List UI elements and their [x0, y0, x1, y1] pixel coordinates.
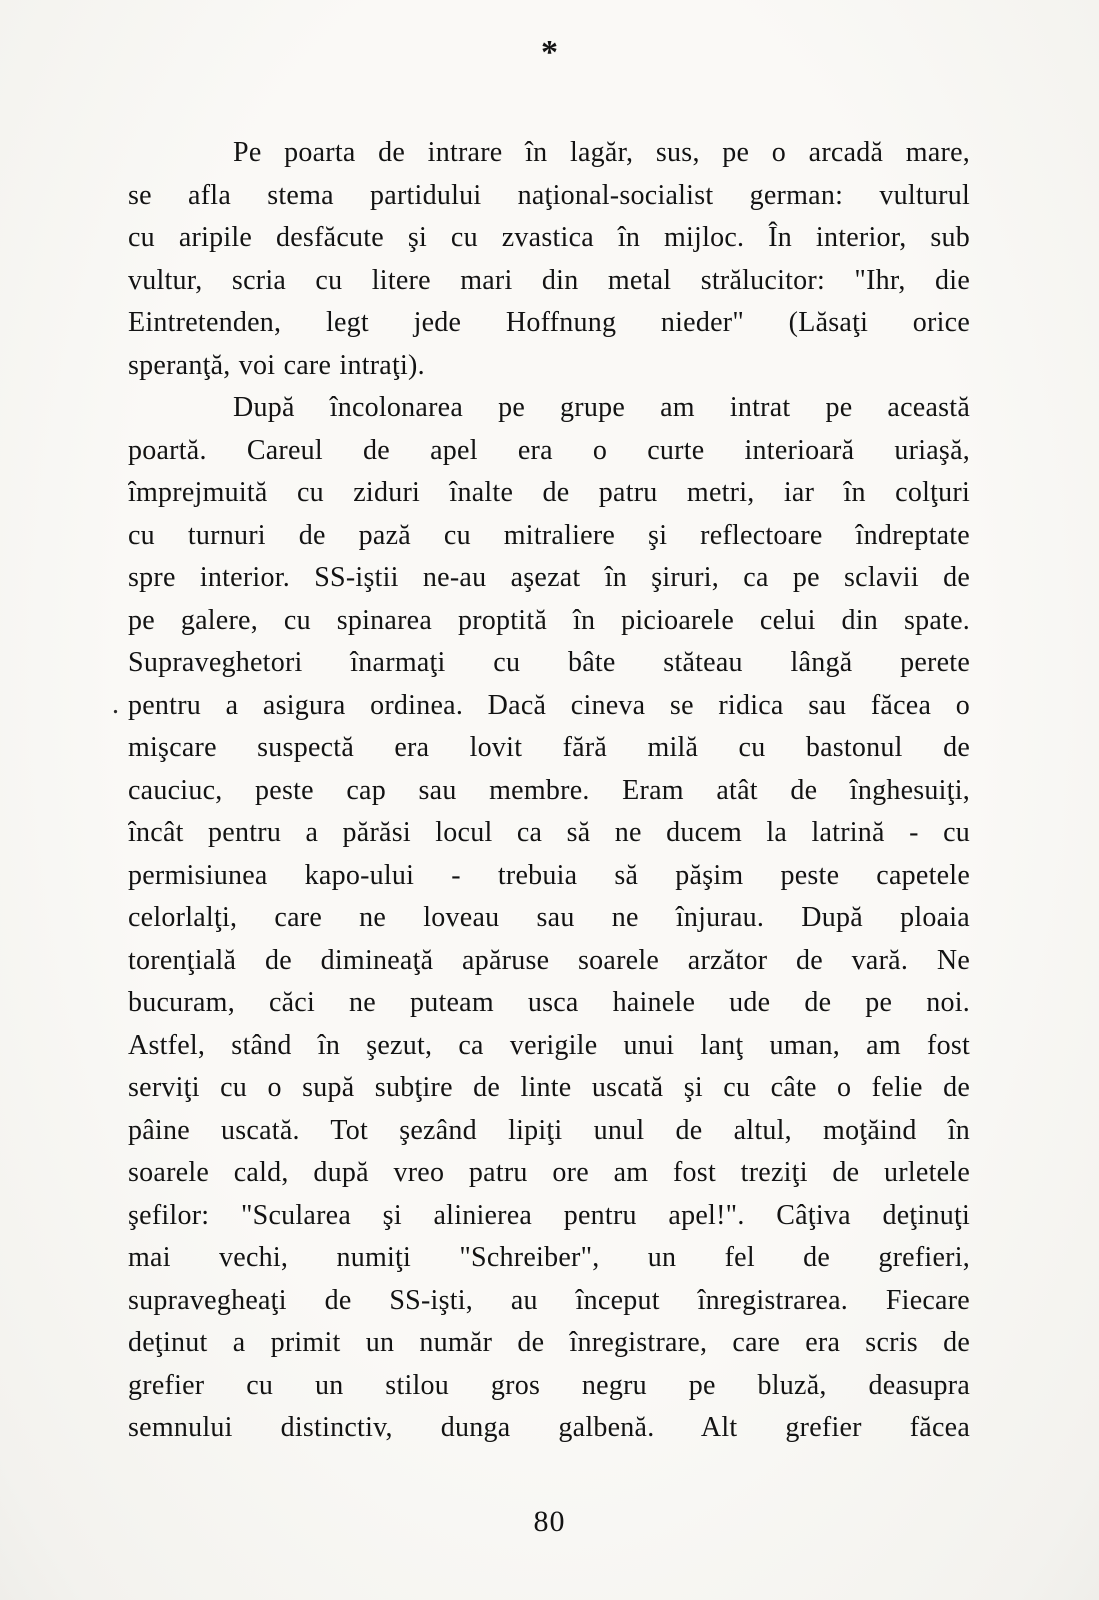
text-line: deţinut a primit un număr de înregistrare, care era scris de	[128, 1327, 970, 1358]
text-line: Astfel, stând în şezut, ca verigile unui lanţ uman, am fost	[128, 1029, 970, 1061]
text-line: mai vechi, numiţi "Schreiber", un fel de grefieri,	[128, 1242, 970, 1273]
text-line: semnului distinctiv, dunga galbenă. Alt grefier făcea	[128, 1412, 970, 1443]
text-line: pentru a asigura ordinea. Dacă cineva se ridica sau făcea o	[128, 689, 970, 721]
scan-artifact-dot: .	[112, 689, 119, 720]
text-line: serviţi cu o supă subţire de linte uscată şi cu câte o felie de	[128, 1072, 970, 1103]
text-line: soarele cald, după vreo patru ore am fost treziţi de urletele	[128, 1157, 970, 1188]
text-line: bucuram, căci ne puteam usca hainele ude de pe noi.	[128, 987, 970, 1018]
section-break-asterisk: *	[541, 34, 558, 71]
text-line: grefier cu un stilou gros negru pe bluză, deasupra	[128, 1369, 970, 1401]
text-line: cauciuc, peste cap sau membre. Eram atât de înghesuiţi,	[128, 774, 970, 806]
text-line: încât pentru a părăsi locul ca să ne ducem la latrină - cu	[128, 817, 970, 848]
text-line: După încolonarea pe grupe am intrat pe această	[233, 392, 970, 423]
text-line: pâine uscată. Tot şezând lipiţi unul de altul, moţăind în	[128, 1114, 970, 1146]
text-line: speranţă, voi care intraţi).	[128, 349, 425, 381]
text-line: celorlalţi, care ne loveau sau ne înjurau. După ploaia	[128, 902, 970, 933]
text-line: Eintretenden, legt jede Hoffnung nieder" (Lăsaţi orice	[128, 307, 970, 338]
text-line: cu aripile desfăcute şi cu zvastica în mijloc. În interior, sub	[128, 222, 970, 253]
text-line: vultur, scria cu litere mari din metal strălucitor: "Ihr, die	[128, 264, 970, 296]
text-block	[128, 132, 970, 1450]
page-number: 80	[533, 1505, 566, 1538]
text-line: cu turnuri de pază cu mitraliere şi reflectoare îndreptate	[128, 519, 970, 551]
text-line: poartă. Careul de apel era o curte interioară uriaşă,	[128, 434, 970, 466]
text-line: permisiunea kapo-ului - trebuia să păşim peste capetele	[128, 859, 970, 891]
text-line: se afla stema partidului naţional-socialist german: vulturul	[128, 179, 970, 211]
text-line: spre interior. SS-iştii ne-au aşezat în şiruri, ca pe sclavii de	[128, 562, 970, 593]
text-line: şefilor: "Scularea şi alinierea pentru apel!". Câţiva deţinuţi	[128, 1199, 970, 1231]
text-line: împrejmuită cu ziduri înalte de patru metri, iar în colţuri	[128, 477, 970, 508]
text-line: supravegheaţi de SS-işti, au început înregistrarea. Fiecare	[128, 1284, 970, 1316]
text-line: pe galere, cu spinarea proptită în picioarele celui din spate.	[128, 604, 970, 636]
text-line: torenţială de dimineaţă apăruse soarele arzător de vară. Ne	[128, 944, 970, 976]
text-line: mişcare suspectă era lovit fără milă cu bastonul de	[128, 732, 970, 763]
text-line: Supraveghetori înarmaţi cu bâte stăteau lângă perete	[128, 647, 970, 678]
text-line: Pe poarta de intrare în lagăr, sus, pe o arcadă mare,	[233, 137, 970, 168]
